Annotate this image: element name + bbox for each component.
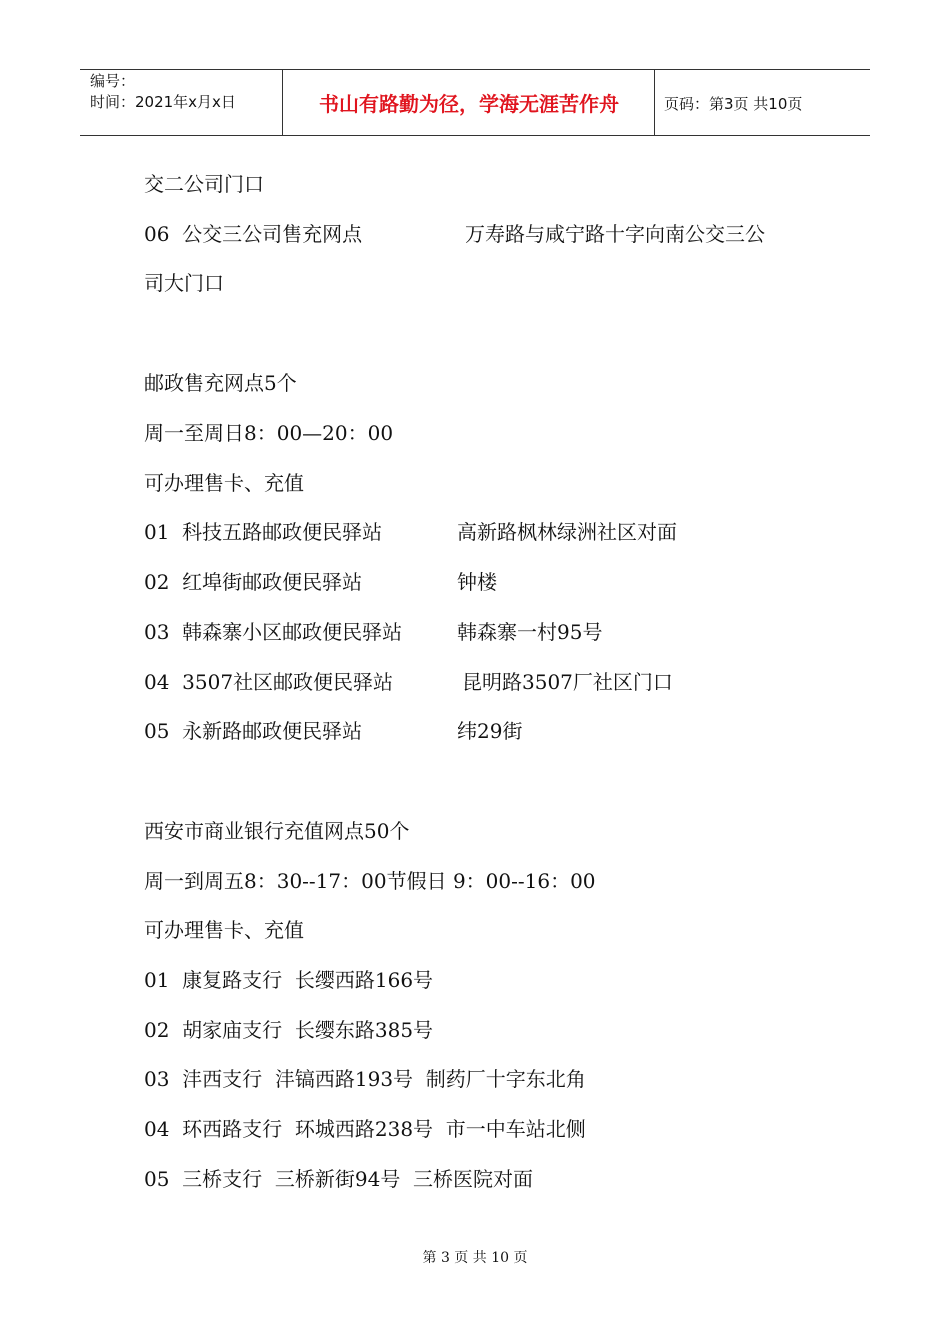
list-item: 02 胡家庙支行 长缨东路385号 (144, 1018, 434, 1042)
body-line: 司大门口 (144, 271, 224, 295)
body-line: 周一到周五8：30--17：00节假日 9：00--16：00 (144, 869, 596, 893)
list-item: 03 沣西支行 沣镐西路193号 制药厂十字东北角 (144, 1067, 586, 1091)
section-title: 邮政售充网点5个 (144, 371, 297, 395)
list-item-address: 高新路枫林绿洲社区对面 (457, 520, 677, 544)
header-meta (90, 71, 236, 113)
body-line-address: 万寿路与咸宁路十字向南公交三公 (465, 222, 765, 246)
list-item-address: 韩森寨一村95号 (457, 620, 603, 644)
header-page-info: 页码：第3页 共10页 (664, 95, 803, 113)
list-item-address: 纬29街 (457, 719, 523, 743)
header-bottom-rule (80, 135, 870, 136)
body-line: 可办理售卡、充值 (144, 471, 304, 495)
document-number-label: 编号： (90, 72, 136, 90)
list-item: 03 韩森寨小区邮政便民驿站 (144, 620, 403, 644)
list-item: 05 永新路邮政便民驿站 (144, 719, 363, 743)
header-divider-right (654, 69, 655, 135)
body-line: 可办理售卡、充值 (144, 918, 304, 942)
header-top-rule (80, 69, 870, 70)
list-item-address: 昆明路3507厂社区门口 (462, 670, 673, 694)
page-footer: 第 3 页 共 10 页 (422, 1250, 528, 1266)
header-divider-left (282, 69, 283, 135)
body-line: 06 公交三公司售充网点 (144, 222, 363, 246)
list-item: 01 科技五路邮政便民驿站 (144, 520, 383, 544)
list-item: 04 环西路支行 环城西路238号 市一中车站北侧 (144, 1117, 586, 1141)
list-item: 05 三桥支行 三桥新街94号 三桥医院对面 (144, 1167, 534, 1191)
list-item: 02 红埠街邮政便民驿站 (144, 570, 363, 594)
header-motto: 书山有路勤为径，学海无涯苦作舟 (319, 92, 619, 116)
list-item-address: 钟楼 (457, 570, 497, 594)
section-title: 西安市商业银行充值网点50个 (144, 819, 410, 843)
document-date-label: 时间：2021年x月x日 (90, 93, 236, 111)
body-line: 周一至周日8：00—20：00 (144, 421, 394, 445)
list-item: 01 康复路支行 长缨西路166号 (144, 968, 434, 992)
list-item: 04 3507社区邮政便民驿站 (144, 670, 394, 694)
body-line: 交二公司门口 (144, 172, 264, 196)
